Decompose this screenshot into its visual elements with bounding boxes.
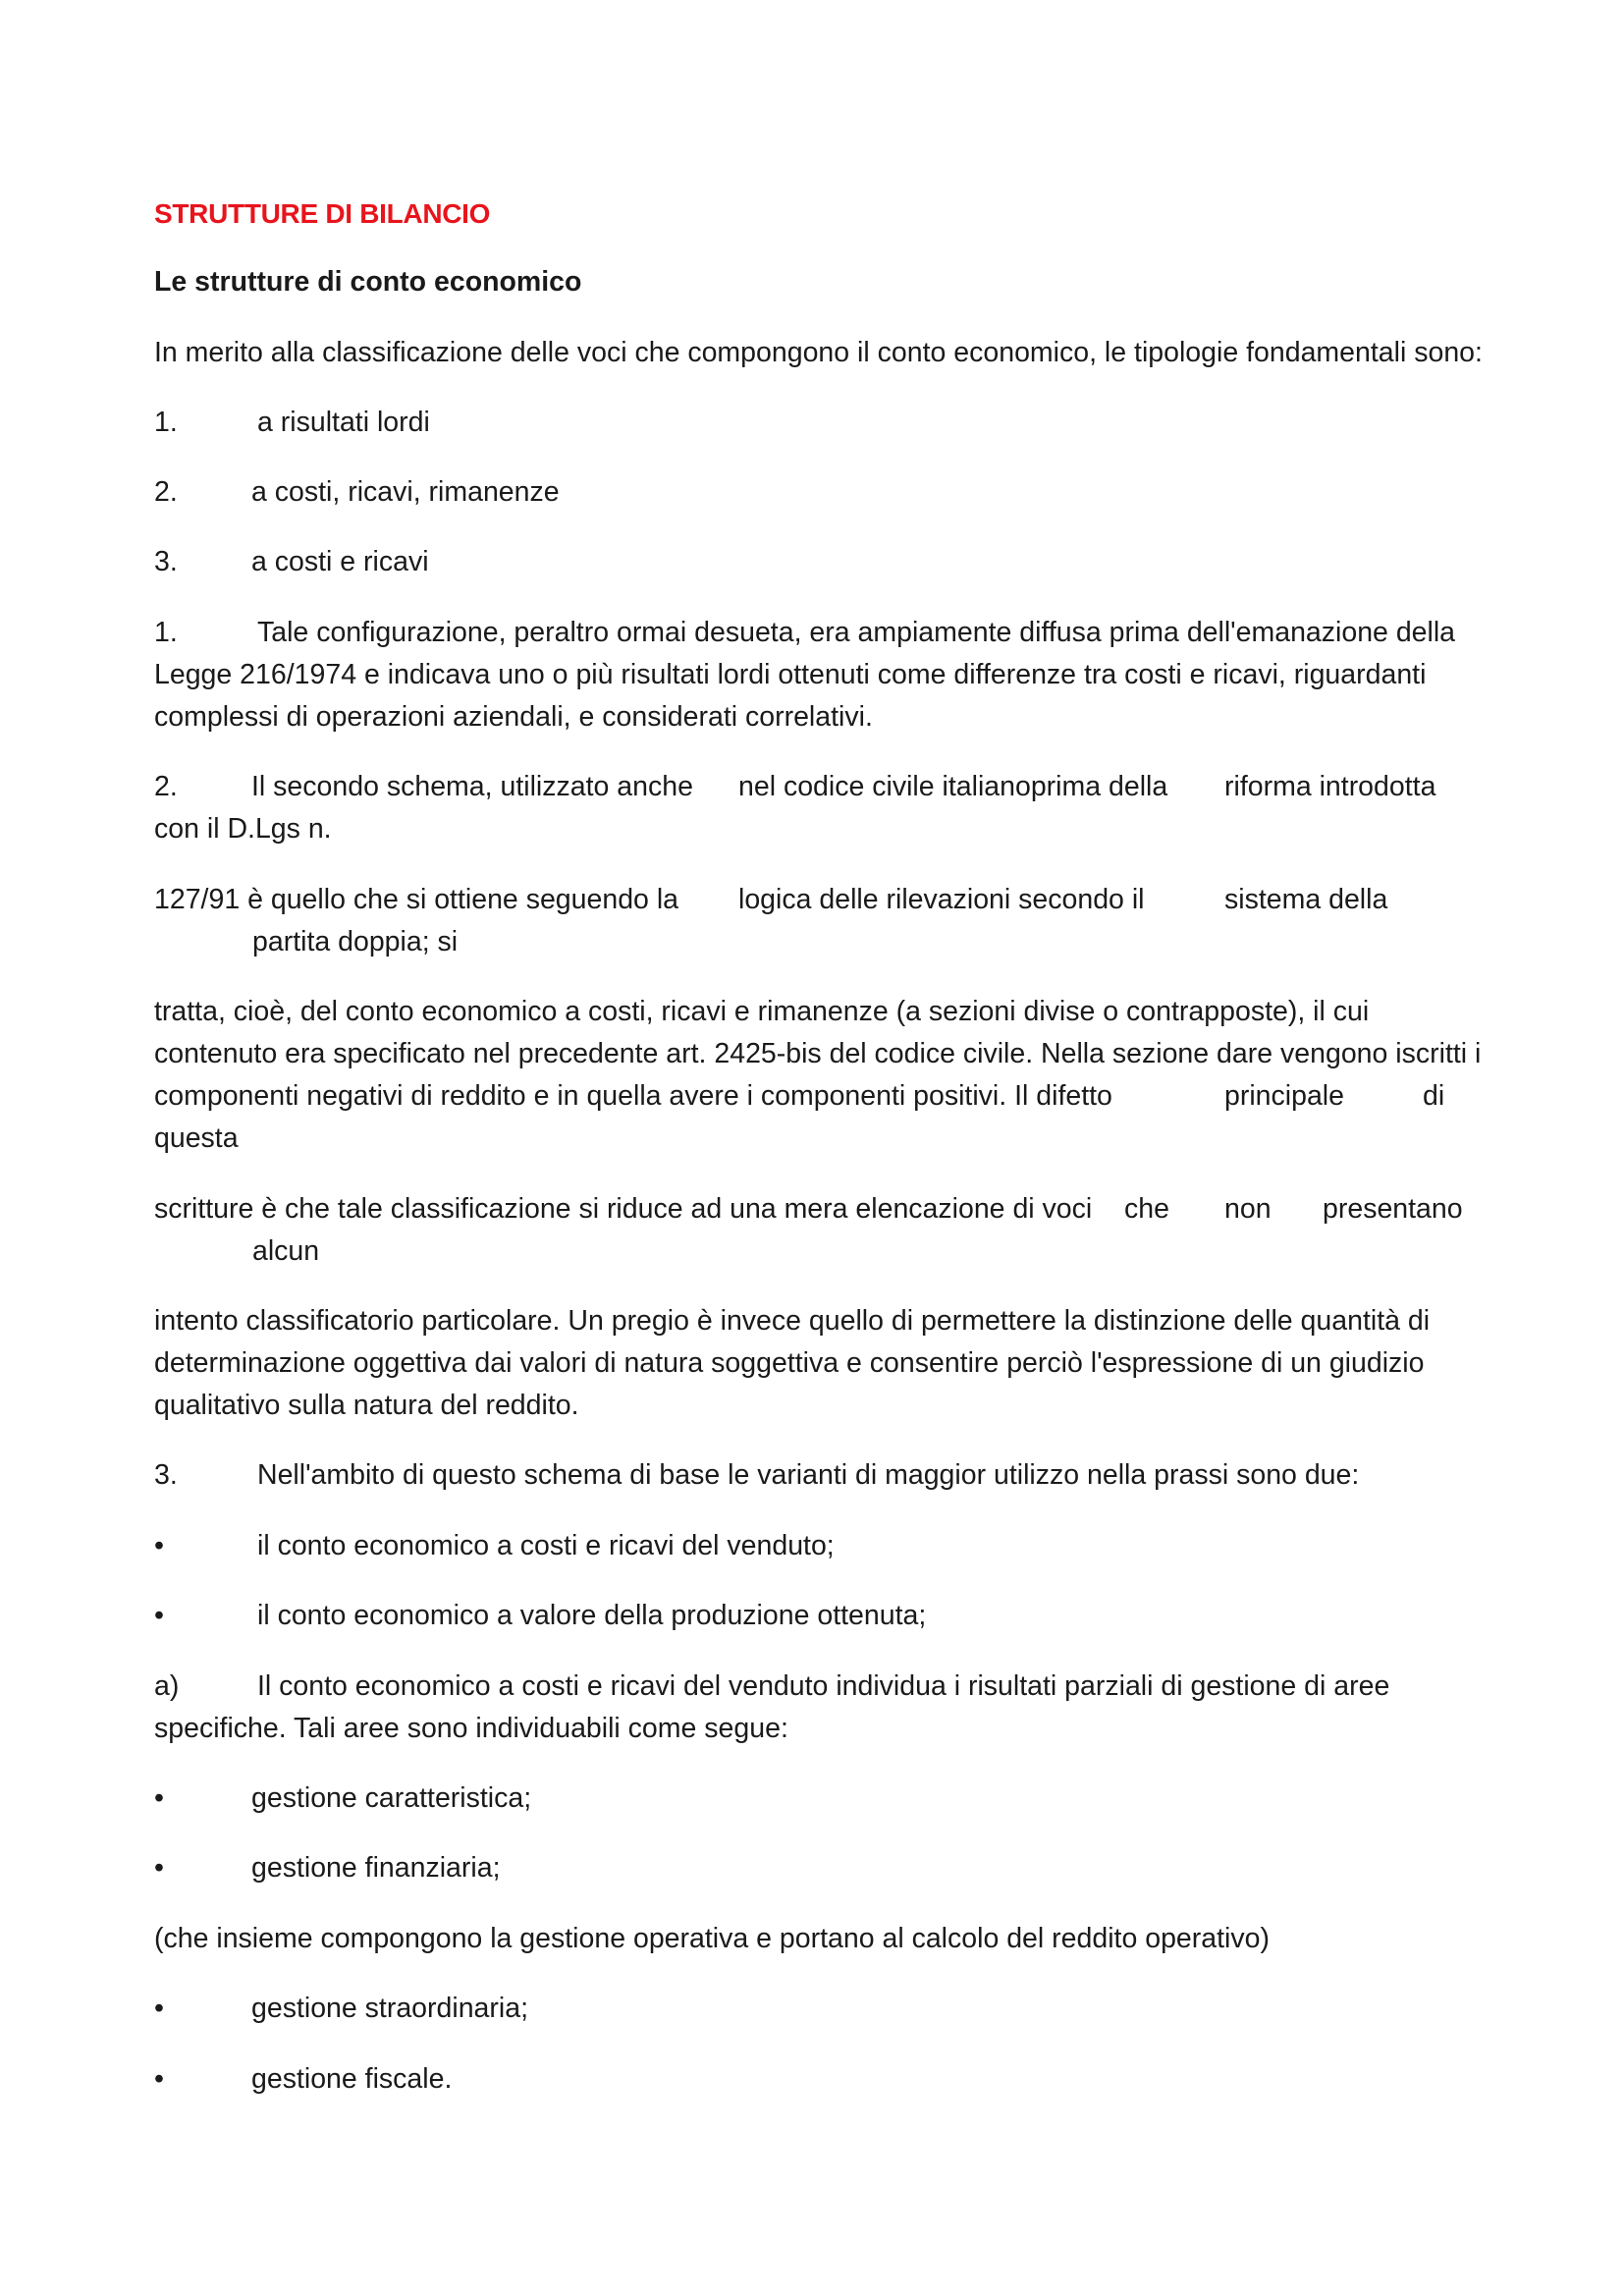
- list-text: a costi, ricavi, rimanenze: [251, 476, 560, 508]
- intro-paragraph: In merito alla classificazione delle voci che compongono il conto economico, le tipologie fondamentali sono:: [154, 337, 1483, 368]
- bullet-item: [154, 1988, 1489, 2030]
- paragraph-col-1: 127/91 è quello che si ottiene seguendo la: [154, 884, 678, 915]
- paragraph-col-1: Il secondo schema, utilizzato anche: [251, 771, 693, 802]
- bullet-icon: •: [154, 1530, 164, 1561]
- bullet-item: [154, 1777, 1489, 1820]
- paragraph-col-3: non: [1224, 1193, 1272, 1225]
- bullet-icon: •: [154, 1600, 164, 1631]
- paragraph-col-2: logica delle rilevazioni secondo il: [738, 884, 1145, 915]
- paragraph-a-rest: specifiche. Tali aree sono individuabili come segue:: [154, 1713, 788, 1744]
- list-item: [154, 402, 1489, 444]
- paragraph-4-row: [154, 1075, 1489, 1118]
- list-text: a costi e ricavi: [251, 546, 429, 577]
- bullet-text: gestione finanziaria;: [251, 1852, 501, 1884]
- paragraph-number: 1.: [154, 617, 178, 648]
- paragraph-number: 3.: [154, 1459, 178, 1491]
- paragraph-1-first-line: [154, 612, 1489, 654]
- list-number: 1.: [154, 407, 178, 438]
- paragraph-col-3: sistema della: [1224, 884, 1388, 915]
- paragraph-a-row: [154, 1666, 1489, 1708]
- paragraph-7-row: [154, 1454, 1489, 1497]
- paragraph-6: intento classificatorio particolare. Un pregio è invece quello di permettere la distinzione delle quantità di determinazione oggettiva dai valori di natura soggettiva e consentire perciò l'espressione di un giudizio qualitativo sulla natura del reddito.: [154, 1305, 1431, 1421]
- paragraph-col-4: presentano: [1323, 1193, 1463, 1225]
- bullet-icon: •: [154, 1852, 164, 1884]
- list-text: a risultati lordi: [257, 407, 430, 438]
- list-item: [154, 541, 1489, 583]
- doc-title: STRUTTURE DI BILANCIO: [154, 198, 491, 229]
- paragraph-col-1: componenti negativi di reddito e in quella avere i componenti positivi. Il difetto: [154, 1080, 1112, 1112]
- bullet-text: il conto economico a valore della produzione ottenuta;: [257, 1600, 927, 1631]
- list-number: 3.: [154, 546, 178, 577]
- list-item: [154, 471, 1489, 514]
- paragraph-5-tail: alcun: [252, 1235, 320, 1267]
- bullet-text: gestione straordinaria;: [251, 1993, 528, 2024]
- paragraph-1-rest: Legge 216/1974 e indicava uno o più risultati lordi ottenuti come differenze tra costi e ricavi, riguardanti complessi di operazioni aziendali, e considerati correlativi.: [154, 659, 1427, 733]
- bullet-item: [154, 2058, 1489, 2101]
- bullet-text: gestione caratteristica;: [251, 1782, 532, 1814]
- paragraph-2-tail: con il D.Lgs n.: [154, 813, 332, 845]
- paragraph-col-3: di: [1423, 1080, 1445, 1112]
- paragraph-text: Tale configurazione, peraltro ormai desueta, era ampiamente diffusa prima dell'emanazione della: [257, 617, 1456, 648]
- section-heading: Le strutture di conto economico: [154, 266, 582, 298]
- list-number: 2.: [154, 476, 178, 508]
- bullet-text: gestione fiscale.: [251, 2063, 453, 2095]
- paragraph-col-1: scritture è che tale classificazione si riduce ad una mera elencazione di voci: [154, 1193, 1093, 1225]
- bullet-text: il conto economico a costi e ricavi del venduto;: [257, 1530, 835, 1561]
- paragraph-3-tail: partita doppia; si: [252, 926, 459, 957]
- paragraph-number: 2.: [154, 771, 178, 802]
- paragraph-letter: a): [154, 1670, 180, 1702]
- paragraph-col-2: principale: [1224, 1080, 1344, 1112]
- bullet-icon: •: [154, 1993, 164, 2024]
- paragraph-text: Nell'ambito di questo schema di base le varianti di maggior utilizzo nella prassi sono due:: [257, 1459, 1360, 1491]
- bullet-icon: •: [154, 1782, 164, 1814]
- paragraph-col-2: nel codice civile italianoprima della: [738, 771, 1168, 802]
- paragraph-5-row: [154, 1188, 1489, 1230]
- paragraph-4-body: tratta, cioè, del conto economico a costi, ricavi e rimanenze (a sezioni divise o contrapposte), il cui contenuto era specificato nel precedente art. 2425-bis del codice civile. Nella sezione dare vengono iscritti i: [154, 996, 1482, 1069]
- paragraph-col-3: riforma introdotta: [1224, 771, 1436, 802]
- paragraph-col-2: che: [1124, 1193, 1169, 1225]
- paragraph-2-row: [154, 766, 1489, 808]
- bullet-icon: •: [154, 2063, 164, 2095]
- bullet-item: [154, 1525, 1489, 1567]
- paragraph-3-row: [154, 879, 1489, 921]
- paragraph-4-tail: questa: [154, 1122, 239, 1154]
- paragraph-text: Il conto economico a costi e ricavi del venduto individua i risultati parziali di gestione di aree: [257, 1670, 1390, 1702]
- bullet-item: [154, 1847, 1489, 1889]
- bullet-item: [154, 1595, 1489, 1637]
- note-paragraph: (che insieme compongono la gestione operativa e portano al calcolo del reddito operativo): [154, 1923, 1270, 1954]
